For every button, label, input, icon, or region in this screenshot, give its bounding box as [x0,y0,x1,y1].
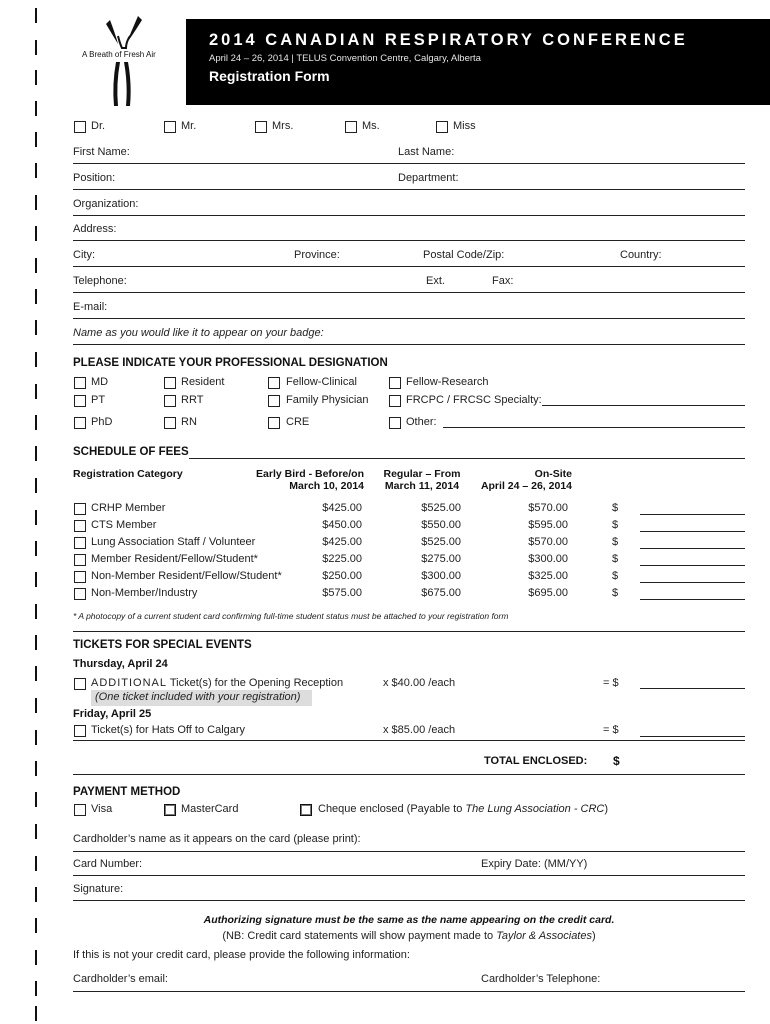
fee-currency: $ [612,587,619,599]
nb-payee: Taylor & Associates [496,930,592,942]
fee-early: $425.00 [322,502,362,514]
organization-field[interactable] [73,215,745,216]
designation-pt-checkbox[interactable] [74,395,86,407]
fee-checkbox[interactable] [74,554,86,566]
fee-onsite: $300.00 [528,553,568,565]
signature-field[interactable] [73,900,745,901]
fee-amount-field[interactable] [640,565,745,566]
badge-name-field[interactable] [73,344,745,345]
badge-name-label: Name as you would like it to appear on your badge: [73,327,324,339]
col-early-header: Early Bird - Before/on [256,468,364,480]
margin-tick [35,510,37,525]
fee-regular: $675.00 [421,587,461,599]
salutation-ms-checkbox[interactable] [345,121,357,133]
fee-early: $250.00 [322,570,362,582]
logo-text: A Breath of Fresh Air [82,50,156,59]
expiry-label: Expiry Date: (MM/YY) [481,858,588,870]
friday-label: Friday, April 25 [73,708,152,720]
fee-category: CTS Member [91,519,157,531]
thursday-label: Thursday, April 24 [73,658,168,670]
hats-off-checkbox[interactable] [74,725,86,737]
designation-fellow-research-checkbox[interactable] [389,377,401,389]
first-name-label: First Name: [73,146,130,158]
designation-label: PhD [91,416,113,428]
margin-tick [35,981,37,996]
visa-label: Visa [91,803,113,815]
telephone-field[interactable] [73,292,745,293]
fax-label: Fax: [492,275,514,287]
designation-specialty-checkbox[interactable] [389,395,401,407]
fee-onsite: $570.00 [528,536,568,548]
fee-amount-field[interactable] [640,531,745,532]
fee-checkbox[interactable] [74,503,86,515]
salutation-label: Ms. [362,120,380,132]
ticket-included-note: (One ticket included with your registration) [95,691,301,703]
cheque-prefix: Cheque enclosed (Payable to [318,803,466,815]
fees-heading-rule [189,458,745,459]
visa-checkbox[interactable] [74,804,86,816]
fee-checkbox[interactable] [74,520,86,532]
position-field[interactable] [73,189,745,190]
opening-reception-price: x $40.00 /each [383,677,456,689]
fee-regular: $525.00 [421,536,461,548]
hats-off-amount-field[interactable] [640,736,745,737]
salutation-label: Miss [453,120,476,132]
margin-tick [35,918,37,933]
city-field[interactable] [73,266,745,267]
position-label: Position: [73,172,116,184]
designation-resident-checkbox[interactable] [164,377,176,389]
cheque-payee: The Lung Association - CRC [465,803,605,815]
not-your-card-note: If this is not your credit card, please provide the following information: [73,949,410,961]
mastercard-label: MasterCard [181,803,239,815]
fee-amount-field[interactable] [640,514,745,515]
margin-tick [35,478,37,493]
hats-off-label: Ticket(s) for Hats Off to Calgary [91,724,246,736]
fee-currency: $ [612,570,619,582]
authorization-note: Authorizing signature must be the same as the name appearing on the credit card. [203,914,615,926]
salutation-mr-checkbox[interactable] [164,121,176,133]
margin-tick [35,541,37,556]
margin-tick [35,730,37,745]
fee-currency: $ [612,519,619,531]
total-divider [73,774,745,775]
fee-category: CRHP Member [91,502,166,514]
country-label: Country: [620,249,662,261]
margin-tick [35,132,37,147]
designation-other-checkbox[interactable] [389,417,401,429]
total-enclosed-label: TOTAL ENCLOSED: [484,755,588,767]
payment-heading: PAYMENT METHOD [73,786,181,798]
cheque-checkbox[interactable] [300,804,312,816]
fee-currency: $ [612,502,619,514]
margin-tick [35,70,37,85]
margin-tick [35,1006,37,1021]
province-label: Province: [294,249,340,261]
fee-currency: $ [612,536,619,548]
fee-onsite: $695.00 [528,587,568,599]
designation-family-physician-checkbox[interactable] [268,395,280,407]
opening-reception-checkbox[interactable] [74,678,86,690]
email-label: E-mail: [73,301,108,313]
designation-cre-checkbox[interactable] [268,417,280,429]
other-designation-field[interactable] [443,427,745,428]
signature-label: Signature: [73,883,124,895]
telephone-label: Telephone: [73,275,127,287]
designation-label: CRE [286,416,310,428]
fee-amount-field[interactable] [640,599,745,600]
salutation-label: Dr. [91,120,106,132]
salutation-label: Mr. [181,120,197,132]
salutation-mrs-checkbox[interactable] [255,121,267,133]
margin-tick [35,856,37,871]
cardholder-name-label: Cardholder’s name as it appears on the card (please print): [73,833,361,845]
fee-checkbox[interactable] [74,588,86,600]
margin-tick [35,289,37,304]
designation-md-checkbox[interactable] [74,377,86,389]
salutation-label: Mrs. [272,120,294,132]
margin-tick [35,635,37,650]
fee-regular: $275.00 [421,553,461,565]
department-label: Department: [398,172,459,184]
tickets-divider [73,740,745,741]
margin-tick [35,258,37,273]
fee-category: Member Resident/Fellow/Student* [91,553,258,565]
fee-checkbox[interactable] [74,537,86,549]
margin-tick [35,572,37,587]
margin-tick [35,887,37,902]
margin-tick [35,761,37,776]
designation-fellow-clinical-checkbox[interactable] [268,377,280,389]
designation-label: RN [181,416,197,428]
designation-label: PT [91,394,106,406]
city-label: City: [73,249,95,261]
designation-phd-checkbox[interactable] [74,417,86,429]
opening-reception-text: Ticket(s) for the Opening Reception [167,677,344,689]
nb-suffix: ) [592,930,596,942]
designation-label: FRCPC / FRCSC Specialty: [406,394,542,406]
additional-prefix: ADDITIONAL [91,677,168,689]
cardholder-email-label: Cardholder’s email: [73,973,168,985]
fee-checkbox[interactable] [74,571,86,583]
organization-label: Organization: [73,198,139,210]
margin-tick [35,195,37,210]
mastercard-checkbox[interactable] [164,804,176,816]
margin-tick [35,320,37,335]
margin-tick [35,446,37,461]
total-currency: $ [613,754,620,768]
logo-figure-icon [104,14,144,110]
cheque-suffix: ) [604,803,609,815]
fee-early: $425.00 [322,536,362,548]
col-early-header: March 10, 2014 [289,480,364,492]
designation-label: RRT [181,394,204,406]
first-name-field[interactable] [73,163,745,164]
designation-label: Family Physician [286,394,369,406]
salutation-miss-checkbox[interactable] [436,121,448,133]
designation-rrt-checkbox[interactable] [164,395,176,407]
postal-code-label: Postal Code/Zip: [423,249,505,261]
margin-tick [35,666,37,681]
specialty-field[interactable] [542,405,745,406]
fee-regular: $550.00 [421,519,461,531]
margin-tick [35,604,37,619]
fee-currency: $ [612,553,619,565]
designation-label: Fellow-Research [406,376,489,388]
margin-tick [35,384,37,399]
margin-tick [35,950,37,965]
nb-note [73,930,745,942]
fee-category: Non-Member/Industry [91,587,198,599]
hats-off-price: x $85.00 /each [383,724,456,736]
col-onsite-header: On-Site [534,468,572,480]
col-onsite-header: April 24 – 26, 2014 [480,480,572,492]
fees-heading: SCHEDULE OF FEES [73,446,189,458]
opening-reception-amount-field[interactable] [640,688,745,689]
fee-early: $225.00 [322,553,362,565]
designation-label: Fellow-Clinical [286,376,357,388]
hats-off-equals: = $ [603,724,619,736]
cardholder-email-field[interactable] [73,991,745,992]
tickets-heading: TICKETS FOR SPECIAL EVENTS [73,639,252,651]
margin-tick [35,40,37,55]
designation-label: Resident [181,376,225,388]
fee-onsite: $595.00 [528,519,568,531]
cardholder-phone-label: Cardholder’s Telephone: [481,973,601,985]
margin-tick [35,698,37,713]
margin-tick [35,824,37,839]
margin-tick [35,101,37,116]
fee-category: Lung Association Staff / Volunteer [91,536,256,548]
designation-label: Other: [406,416,437,428]
cardholder-name-field[interactable] [73,851,745,852]
fee-onsite: $325.00 [528,570,568,582]
fee-amount-field[interactable] [640,548,745,549]
address-label: Address: [73,223,117,235]
col-regular-header: Regular – From [383,468,461,480]
col-regular-header: March 11, 2014 [384,480,460,492]
margin-tick [35,226,37,241]
fee-onsite: $570.00 [528,502,568,514]
last-name-label: Last Name: [398,146,455,158]
fee-early: $575.00 [322,587,362,599]
ext-label: Ext. [426,275,445,287]
conference-title: 2014 CANADIAN RESPIRATORY CONFERENCE [209,31,688,49]
address-field[interactable] [73,240,745,241]
salutation-dr-checkbox[interactable] [74,121,86,133]
fee-amount-field[interactable] [640,582,745,583]
margin-tick [35,163,37,178]
col-category-header: Registration Category [73,468,183,480]
fee-regular: $525.00 [421,502,461,514]
card-number-label: Card Number: [73,858,143,870]
fee-category: Non-Member Resident/Fellow/Student* [91,570,282,582]
form-title: Registration Form [209,68,330,84]
designation-heading: PLEASE INDICATE YOUR PROFESSIONAL DESIGNATION [73,357,388,369]
cheque-label [318,803,608,815]
conference-subtitle: April 24 – 26, 2014 | TELUS Convention Centre, Calgary, Alberta [209,53,481,64]
header-banner [186,19,770,105]
nb-prefix: (NB: Credit card statements will show payment made to [222,930,497,942]
student-footnote: * A photocopy of a current student card confirming full-time student status must be attached to your registration form [73,611,509,621]
fee-early: $450.00 [322,519,362,531]
margin-tick [35,352,37,367]
email-field[interactable] [73,318,745,319]
fees-divider [73,631,745,632]
opening-reception-equals: = $ [603,677,619,689]
opening-reception-label [91,677,343,689]
margin-tick [35,8,37,23]
margin-tick [35,415,37,430]
designation-label: MD [91,376,109,388]
designation-rn-checkbox[interactable] [164,417,176,429]
fee-regular: $300.00 [421,570,461,582]
card-number-field[interactable] [73,875,745,876]
margin-tick [35,792,37,807]
